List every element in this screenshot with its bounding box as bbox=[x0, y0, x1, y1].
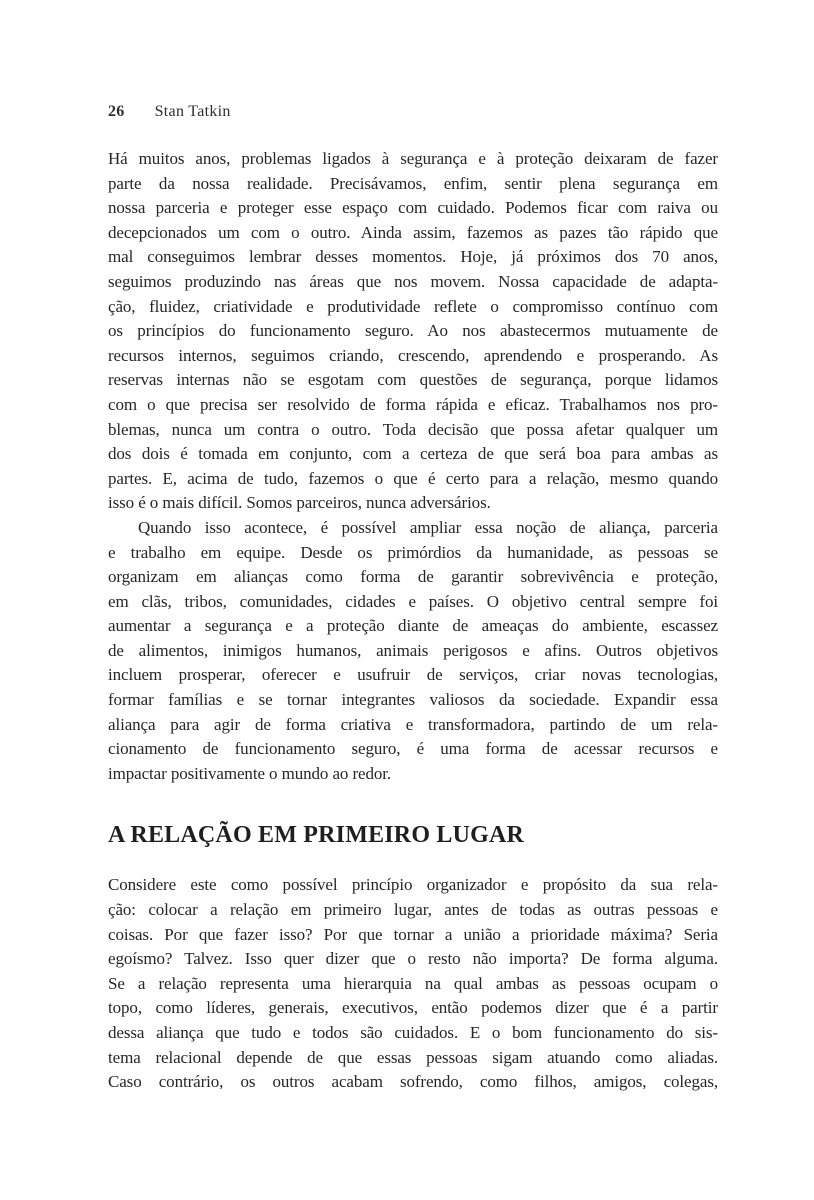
text-line: Se a relação representa uma hierarquia na qual ambas as pessoas ocupam o bbox=[108, 973, 718, 993]
section-heading: A RELAÇÃO EM PRIMEIRO LUGAR bbox=[108, 822, 525, 849]
text-line: aumentar a segurança e a proteção diante de ameaças do ambiente, escassez bbox=[108, 616, 718, 636]
text-line: Considere este como possível princípio organizador e propósito da sua rela- bbox=[108, 875, 718, 895]
text-line: os princípios do funcionamento seguro. Ao nos abastecermos mutuamente de bbox=[108, 321, 718, 341]
text-line: Quando isso acontece, é possível ampliar essa noção de aliança, parceria bbox=[138, 517, 718, 537]
page-content bbox=[108, 147, 718, 1095]
text-line: incluem prosperar, oferecer e usufruir de serviços, criar novas tecnologias, bbox=[108, 665, 718, 685]
text-line: topo, como líderes, generais, executivos, então podemos dizer que é a partir bbox=[108, 998, 718, 1018]
text-line: ção: colocar a relação em primeiro lugar, antes de todas as outras pessoas e bbox=[108, 900, 718, 920]
text-line: mal conseguimos lembrar desses momentos. Hoje, já próximos dos 70 anos, bbox=[108, 247, 718, 267]
paragraph-3 bbox=[108, 873, 718, 1094]
text-line: nossa parceria e proteger esse espaço com cuidado. Podemos ficar com raiva ou bbox=[108, 198, 718, 218]
text-line: isso é o mais difícil. Somos parceiros, nunca adversários. bbox=[108, 493, 491, 513]
text-line: blemas, nunca um contra o outro. Toda decisão que possa afetar qualquer um bbox=[108, 419, 718, 439]
text-line: formar famílias e se tornar integrantes valiosos da sociedade. Expandir essa bbox=[108, 690, 718, 710]
text-line: cionamento de funcionamento seguro, é uma forma de acessar recursos e bbox=[108, 739, 718, 759]
text-line: ção, fluidez, criatividade e produtividade reflete o compromisso contínuo com bbox=[108, 296, 718, 316]
text-line: impactar positivamente o mundo ao redor. bbox=[108, 763, 392, 783]
text-line: parte da nossa realidade. Precisávamos, enfim, sentir plena segurança em bbox=[108, 173, 718, 193]
text-line: dessa aliança que tudo e todos são cuidados. E o bom funcionamento do sis- bbox=[108, 1023, 718, 1042]
page-header bbox=[108, 103, 718, 121]
page-number: 26 bbox=[108, 103, 125, 120]
text-line: com o que precisa ser resolvido de forma rápida e eficaz. Trabalhamos nos pro- bbox=[108, 394, 718, 414]
text-line: reservas internas não se esgotam com questões de segurança, porque lidamos bbox=[108, 370, 718, 390]
text-line: decepcionados um com o outro. Ainda assim, fazemos as pazes tão rápido que bbox=[108, 222, 718, 242]
text-line: aliança para agir de forma criativa e transformadora, partindo de um rela- bbox=[108, 714, 718, 734]
text-line: organizam em alianças como forma de garantir sobrevivência e proteção, bbox=[108, 567, 718, 587]
text-line: em clãs, tribos, comunidades, cidades e países. O objetivo central sempre foi bbox=[108, 591, 718, 611]
text-line: tema relacional depende de que essas pessoas sigam atuando como aliadas. bbox=[108, 1047, 718, 1067]
text-line: egoísmo? Talvez. Isso quer dizer que o resto não importa? De forma alguma. bbox=[108, 949, 718, 969]
text-line: Caso contrário, os outros acabam sofrendo, como filhos, amigos, colegas, bbox=[108, 1072, 718, 1092]
text-line: Há muitos anos, problemas ligados à segurança e à proteção deixaram de fazer bbox=[108, 149, 718, 168]
text-line: seguimos produzindo nas áreas que nos movem. Nossa capacidade de adapta- bbox=[108, 271, 718, 291]
text-line: dos dois é tomada em conjunto, com a certeza de que será boa para ambas as bbox=[108, 444, 718, 464]
text-line: de alimentos, inimigos humanos, animais perigosos e afins. Outros objetivos bbox=[108, 640, 718, 660]
text-line: coisas. Por que fazer isso? Por que tornar a união a prioridade máxima? Seria bbox=[108, 924, 718, 944]
paragraph-1 bbox=[108, 147, 718, 516]
running-head-author: Stan Tatkin bbox=[154, 103, 231, 120]
text-line: recursos internos, seguimos criando, crescendo, aprendendo e prosperando. As bbox=[108, 345, 718, 365]
text-line: e trabalho em equipe. Desde os primórdios da humanidade, as pessoas se bbox=[108, 542, 718, 562]
text-line: partes. E, acima de tudo, fazemos o que é certo para a relação, mesmo quando bbox=[108, 468, 718, 488]
paragraph-2 bbox=[108, 516, 718, 787]
